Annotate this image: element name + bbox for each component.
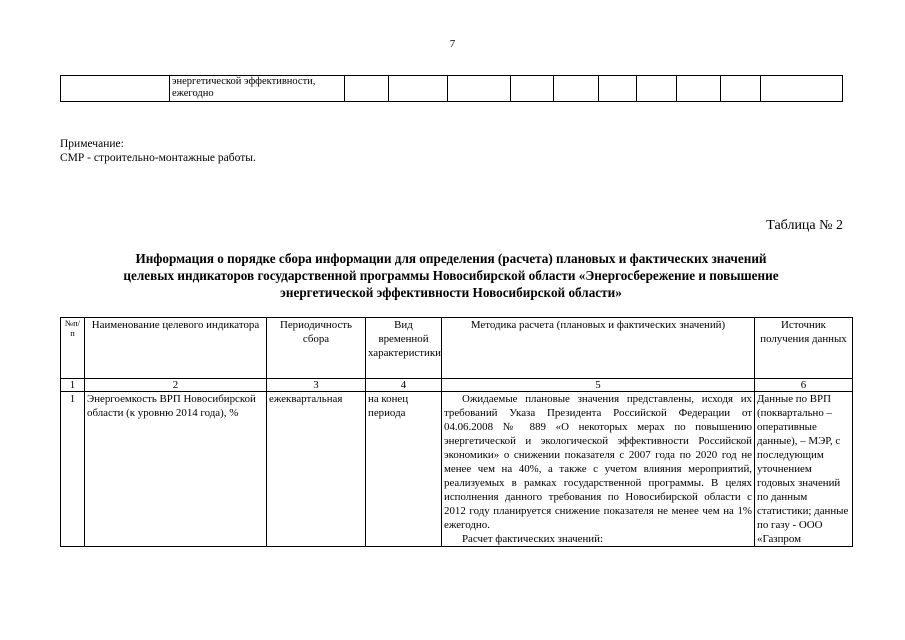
index-cell: 1 <box>61 379 85 392</box>
table-header-row <box>61 318 853 379</box>
table-row <box>61 76 843 102</box>
method-paragraph: Расчет фактических значений: <box>462 533 603 545</box>
note-text: СМР - строительно-монтажные работы. <box>60 152 256 164</box>
document-title <box>60 250 842 301</box>
index-cell: 5 <box>442 379 755 392</box>
header-source: Источник получения данных <box>755 318 853 379</box>
method-paragraph: Ожидаемые плановые значения представлены, исходя их требований Указа Президента Российской Федерации от 04.06.2008 № 889 «О некоторых мерах по повышению энергетической и экологической эффективности Российской экономики» о снижении показателя с 2007 года по 2020 год не менее чем на 40%, а также с учетом влияния мероприятий, реализуемых в рамках государственной программы. В целях исполнения данного требования по Новосибирской области с 2012 году планируется снижение показателя не менее чем на 1% ежегодно. <box>444 393 752 531</box>
row-method <box>442 392 755 547</box>
table-cell: энергетической эффективности, ежегодно <box>170 76 345 102</box>
table-row <box>61 392 853 547</box>
index-cell: 3 <box>267 379 366 392</box>
title-line: Информация о порядке сбора информации для определения (расчета) плановых и фактических значений <box>135 251 767 266</box>
row-kind: на конец периода <box>366 392 442 547</box>
note <box>60 137 256 165</box>
page-number: 7 <box>449 38 456 50</box>
index-cell: 4 <box>366 379 442 392</box>
row-num: 1 <box>61 392 85 547</box>
header-name: Наименование целевого индикатора <box>85 318 267 379</box>
row-period: ежеквартальная <box>267 392 366 547</box>
table-label: Таблица № 2 <box>766 218 843 233</box>
note-heading: Примечание: <box>60 138 124 150</box>
table-index-row <box>61 379 853 392</box>
header-kind: Вид временной характеристики <box>366 318 442 379</box>
row-name: Энергоемкость ВРП Новосибирской области (к уровню 2014 года), % <box>85 392 267 547</box>
title-line: целевых индикаторов государственной программы Новосибирской области «Энергосбережение и повышение <box>123 268 779 283</box>
header-period: Периодичность сбора <box>267 318 366 379</box>
header-method: Методика расчета (плановых и фактических значений) <box>442 318 755 379</box>
continued-table <box>60 75 843 102</box>
header-num: №п/п <box>61 318 85 379</box>
row-source: Данные по ВРП (поквартально – оперативные данные), – МЭР, с последующим уточнением годовых значений по данным статистики; данные по газу - ООО «Газпром <box>755 392 853 547</box>
index-cell: 6 <box>755 379 853 392</box>
title-line: энергетической эффективности Новосибирской области» <box>280 285 622 300</box>
indicator-table <box>60 317 853 547</box>
index-cell: 2 <box>85 379 267 392</box>
